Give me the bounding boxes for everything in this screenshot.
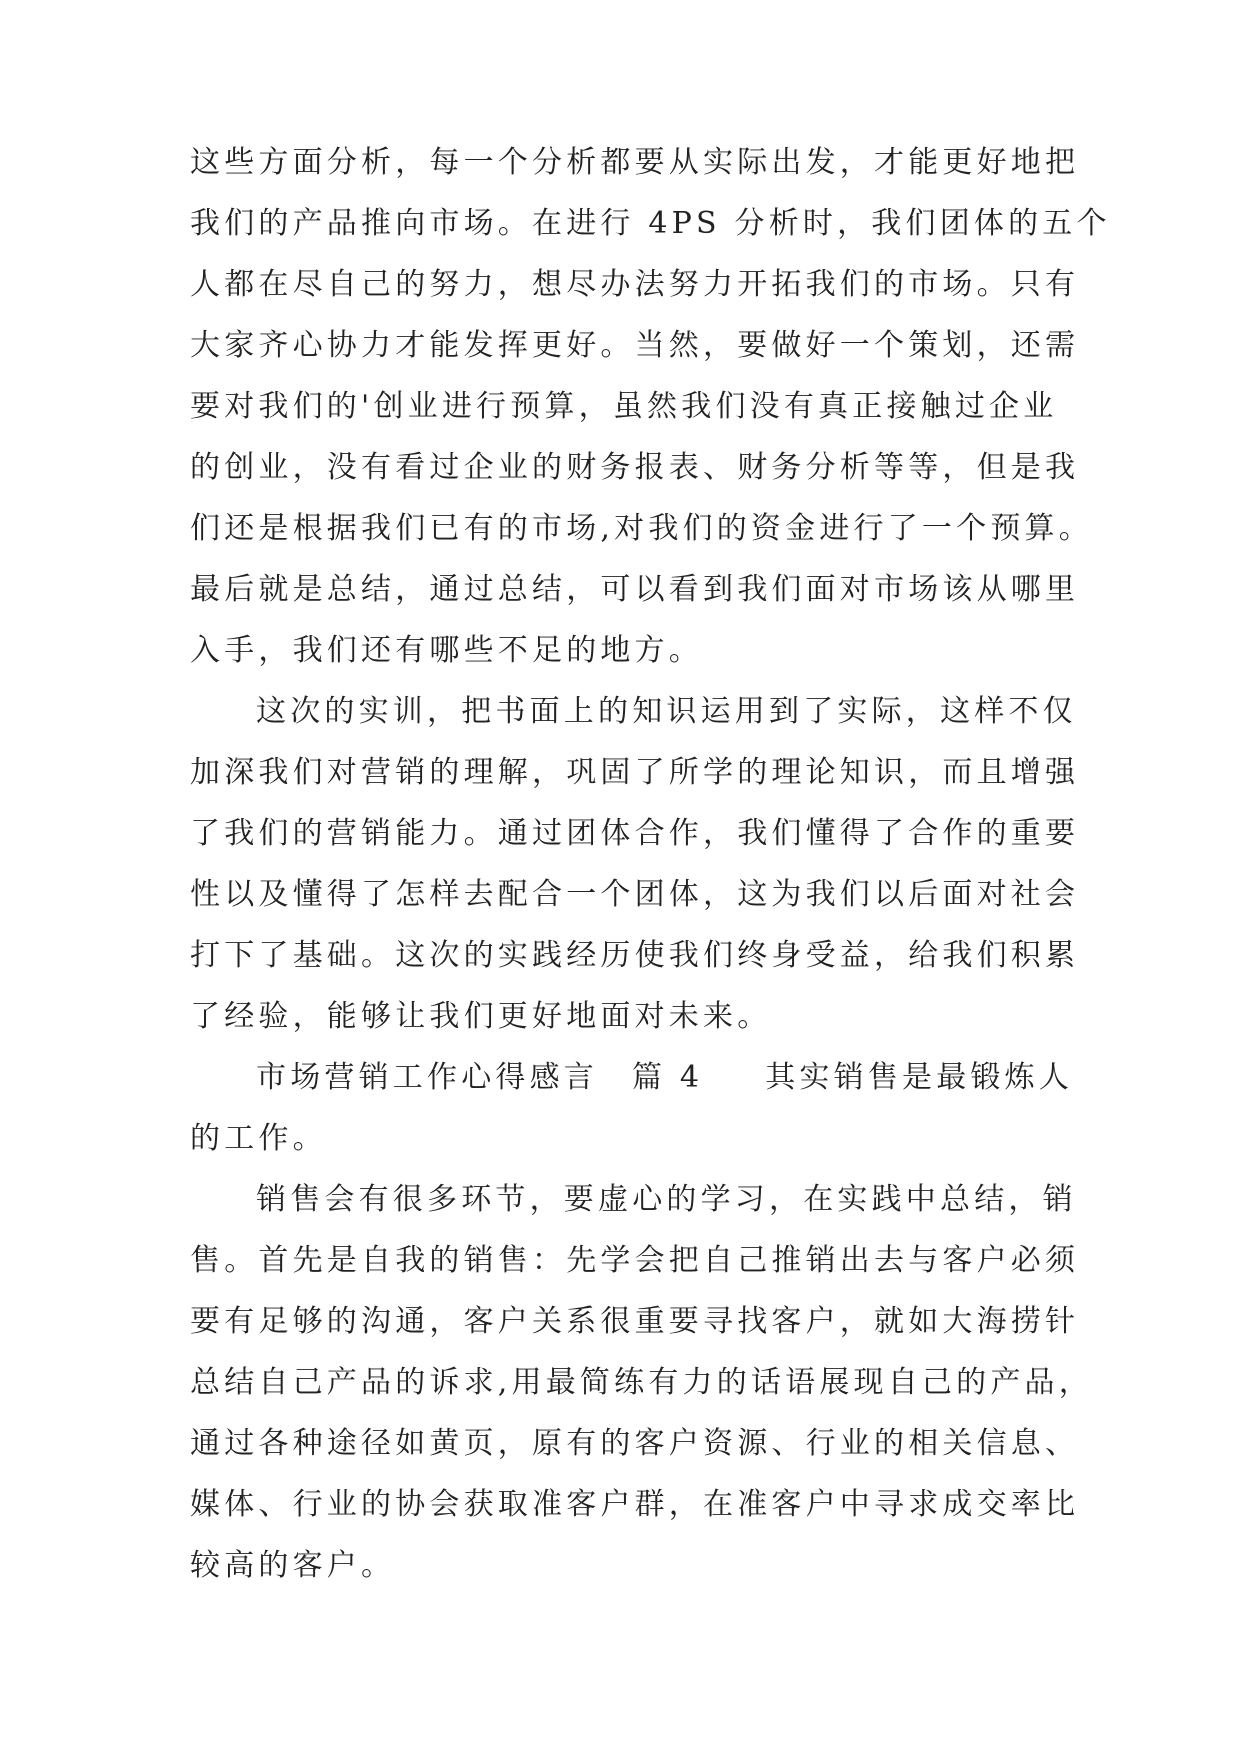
text-line: 要对我们的'创业进行预算，虽然我们没有真正接触过企业: [190, 389, 1058, 424]
paragraph-start-line: 销售会有很多环节，要虚心的学习，在实践中总结，销: [256, 1182, 1077, 1217]
text-line: 我们的产品推向市场。在进行 4PS 分析时，我们团体的五个: [190, 206, 1111, 241]
text-line: 这些方面分析，每一个分析都要从实际出发，才能更好地把: [190, 145, 1080, 180]
text-line: 了经验，能够让我们更好地面对未来。: [190, 999, 772, 1034]
text-line: 较高的客户。: [190, 1548, 396, 1583]
section-number: 篇 4: [632, 1060, 704, 1095]
text-line: 的创业，没有看过企业的财务报表、财务分析等等，但是我: [190, 450, 1080, 485]
section-heading-line: [190, 1047, 1074, 1108]
text-line: 打下了基础。这次的实践经历使我们终身受益，给我们积累: [190, 938, 1080, 973]
document-body: [190, 132, 1111, 1596]
text-line: 们还是根据我们已有的市场,对我们的资金进行了一个预算。: [190, 511, 1093, 546]
text-line: 大家齐心协力才能发挥更好。当然，要做好一个策划，还需: [190, 328, 1080, 363]
text-line: 媒体、行业的协会获取准客户群，在准客户中寻求成交率比: [190, 1487, 1080, 1522]
section-title: 市场营销工作心得感言: [256, 1060, 598, 1095]
text-line: 了我们的营销能力。通过团体合作，我们懂得了合作的重要: [190, 816, 1080, 851]
section-continuation: 其实销售是最锻炼人: [765, 1060, 1074, 1095]
text-line: 通过各种途径如黄页，原有的客户资源、行业的相关信息、: [190, 1426, 1080, 1461]
text-line: 最后就是总结，通过总结，可以看到我们面对市场该从哪里: [190, 572, 1080, 607]
paragraph-start-line: 这次的实训，把书面上的知识运用到了实际，这样不仅: [256, 694, 1077, 729]
text-line: 性以及懂得了怎样去配合一个团体，这为我们以后面对社会: [190, 877, 1080, 912]
text-line: 人都在尽自己的努力，想尽办法努力开拓我们的市场。只有: [190, 267, 1080, 302]
text-line: 的工作。: [190, 1121, 327, 1156]
text-line: 入手，我们还有哪些不足的地方。: [190, 633, 703, 668]
text-line: 要有足够的沟通，客户关系很重要寻找客户，就如大海捞针: [190, 1304, 1080, 1339]
text-line: 售。首先是自我的销售：先学会把自己推销出去与客户必须: [190, 1243, 1080, 1278]
text-line: 总结自己产品的诉求,用最简练有力的话语展现自己的产品，: [190, 1365, 1093, 1400]
text-line: 加深我们对营销的理解，巩固了所学的理论知识，而且增强: [190, 755, 1080, 790]
